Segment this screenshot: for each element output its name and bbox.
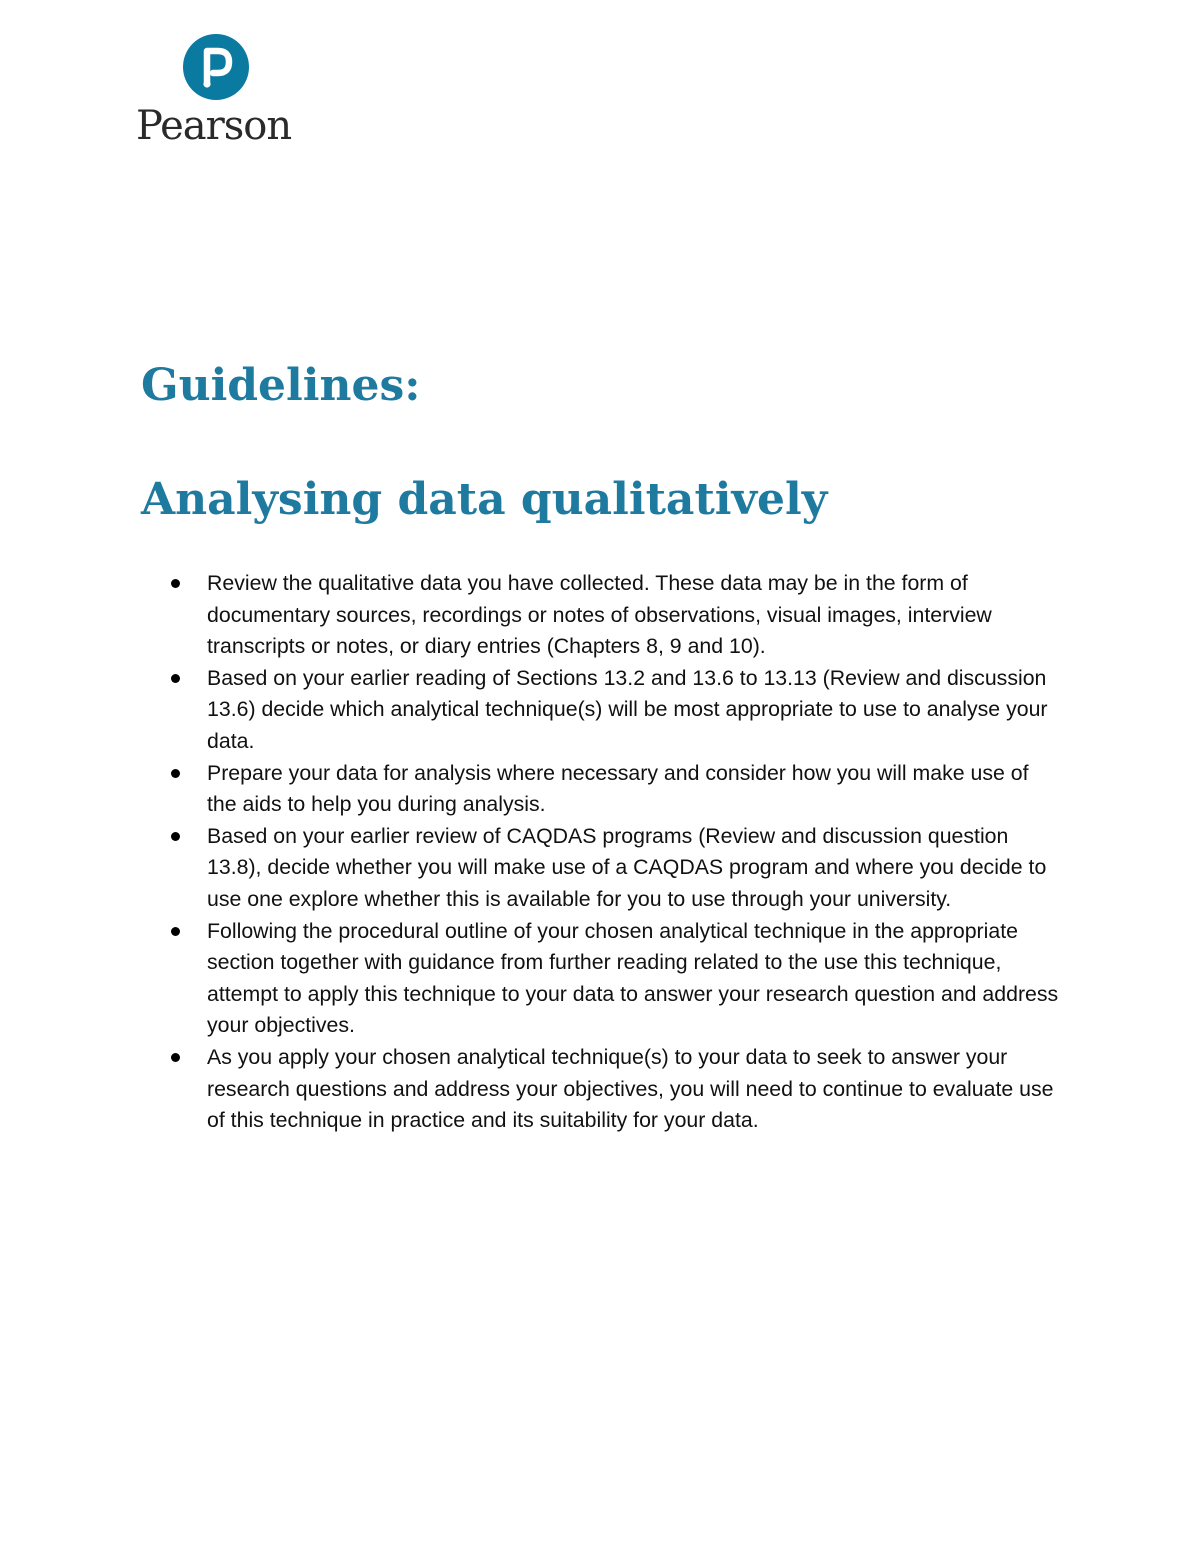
list-item-text: Based on your earlier reading of Sections 13.2 and 13.6 to 13.13 (Review and discussion 13.6) decide which analytical technique(s) will be most appropriate to use to analyse your data. xyxy=(207,665,1048,753)
list-item xyxy=(164,821,1064,916)
bullet-icon xyxy=(171,927,180,936)
list-item xyxy=(164,758,1064,821)
pearson-p-icon xyxy=(183,34,249,100)
list-item xyxy=(164,916,1064,1042)
bullet-icon xyxy=(171,832,180,841)
list-item xyxy=(164,1042,1064,1137)
pearson-wordmark: Pearson xyxy=(136,103,292,149)
list-item xyxy=(164,663,1064,758)
page-subtitle: Analysing data qualitatively xyxy=(141,474,828,525)
page-title: Guidelines: xyxy=(141,360,421,411)
bullet-icon xyxy=(171,674,180,683)
list-item-text: Based on your earlier review of CAQDAS programs (Review and discussion question 13.8), decide whether you will make use of a CAQDAS program and where you decide to use one explore whether this is available for you to use through your university. xyxy=(207,823,1047,911)
bullet-icon xyxy=(171,579,180,588)
bullet-icon xyxy=(171,1053,180,1062)
list-item-text: Following the procedural outline of your chosen analytical technique in the appropriate section together with guidance from further reading related to the use this technique, attempt to apply this technique to your data to answer your research question and address your objectives. xyxy=(207,918,1059,1038)
pearson-logo xyxy=(136,34,300,149)
bullet-icon xyxy=(171,769,180,778)
list-item-text: As you apply your chosen analytical technique(s) to your data to seek to answer your research questions and address your objectives, you will need to continue to evaluate use of this technique in practice and its suitability for your data. xyxy=(207,1044,1054,1133)
list-item-text: Review the qualitative data you have collected. These data may be in the form of documentary sources, recordings or notes of observations, visual images, interview transcripts or notes, or diary entries (Chapters 8, 9 and 10). xyxy=(207,571,992,659)
guidelines-list xyxy=(164,568,1064,1137)
list-item-text: Prepare your data for analysis where necessary and consider how you will make use of the aids to help you during analysis. xyxy=(207,760,1029,817)
list-item xyxy=(164,568,1064,663)
